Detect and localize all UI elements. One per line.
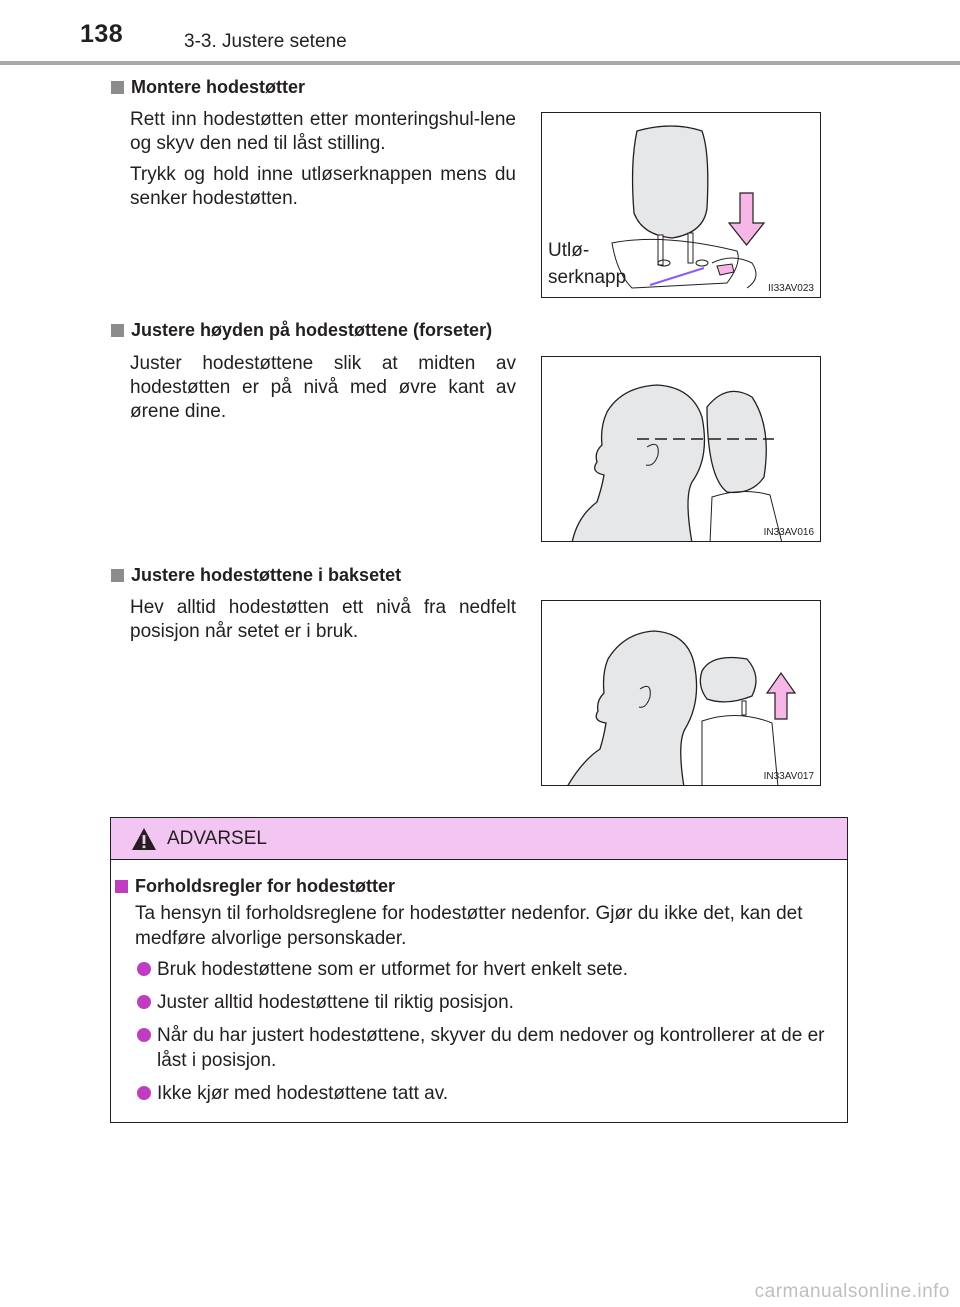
warning-box [110, 817, 848, 1123]
figure-label-line: Utlø- [548, 240, 590, 261]
warning-bullet-text: Når du har justert hodestøttene, skyver du dem nedover og kontrollerer at de er låst i posisjon. [157, 1025, 825, 1071]
figure-label-line: serknapp [548, 267, 627, 288]
paragraph: Trykk og hold inne utløserknappen mens du senker hodestøtten. [130, 164, 516, 209]
square-bullet-icon [111, 569, 124, 582]
rear-headrest-illustration [542, 601, 821, 786]
warning-bullet [115, 1023, 839, 1073]
figure-code: IN33AV017 [763, 771, 814, 782]
warning-header [111, 818, 847, 860]
warning-bullet [115, 957, 839, 982]
front-headrest-illustration [542, 357, 821, 542]
figure-front-headrest-height [541, 356, 821, 542]
bullet-dot-icon [137, 962, 151, 976]
square-bullet-icon [115, 880, 128, 893]
section-heading-rear [111, 565, 401, 586]
chapter-title: 3-3. Justere setene [184, 31, 347, 52]
figure-code: II33AV023 [768, 283, 814, 294]
square-bullet-icon [111, 324, 124, 337]
figure-rear-headrest [541, 600, 821, 786]
paragraph: Rett inn hodestøtten etter monteringshul-lene og skyv den ned til låst stilling. [130, 109, 516, 154]
figure-label [548, 237, 626, 291]
warning-bullet-text: Juster alltid hodestøttene til riktig posisjon. [157, 992, 514, 1013]
warning-triangle-icon [131, 827, 157, 851]
warning-bullet-text: Bruk hodestøttene som er utformet for hvert enkelt sete. [157, 959, 628, 980]
warning-bullet-text: Ikke kjør med hodestøttene tatt av. [157, 1083, 449, 1104]
figure-install-headrest [541, 112, 821, 298]
section-heading-install [111, 77, 305, 98]
warning-heading-text: Forholdsregler for hodestøtter [135, 876, 396, 896]
paragraph: Hev alltid hodestøtten ett nivå fra nedfelt posisjon når setet er i bruk. [130, 597, 516, 642]
square-bullet-icon [111, 81, 124, 94]
section-heading-text: Montere hodestøtter [131, 77, 306, 97]
section-heading-text: Justere hodestøttene i baksetet [131, 565, 402, 585]
section-heading-height-front [111, 320, 492, 341]
bullet-dot-icon [137, 1086, 151, 1100]
warning-bullet [115, 990, 839, 1015]
warning-body [111, 860, 847, 1106]
warning-title: ADVARSEL [167, 827, 267, 849]
warning-intro: Ta hensyn til forholdsreglene for hodestøtter nedenfor. Gjør du ikke det, kan det medføre alvorlige personskader. [135, 903, 803, 949]
figure-code: IN33AV016 [763, 527, 814, 538]
bullet-dot-icon [137, 1028, 151, 1042]
watermark: carmanualsonline.info [754, 1281, 950, 1302]
warning-bullet [115, 1081, 839, 1106]
bullet-dot-icon [137, 995, 151, 1009]
page-number: 138 [80, 20, 124, 48]
section-heading-text: Justere høyden på hodestøttene (forseter) [131, 320, 493, 340]
header-rule [0, 61, 960, 65]
paragraph: Juster hodestøttene slik at midten av hodestøtten er på nivå med øvre kant av ørene dine. [130, 353, 516, 422]
warning-heading [115, 876, 847, 897]
